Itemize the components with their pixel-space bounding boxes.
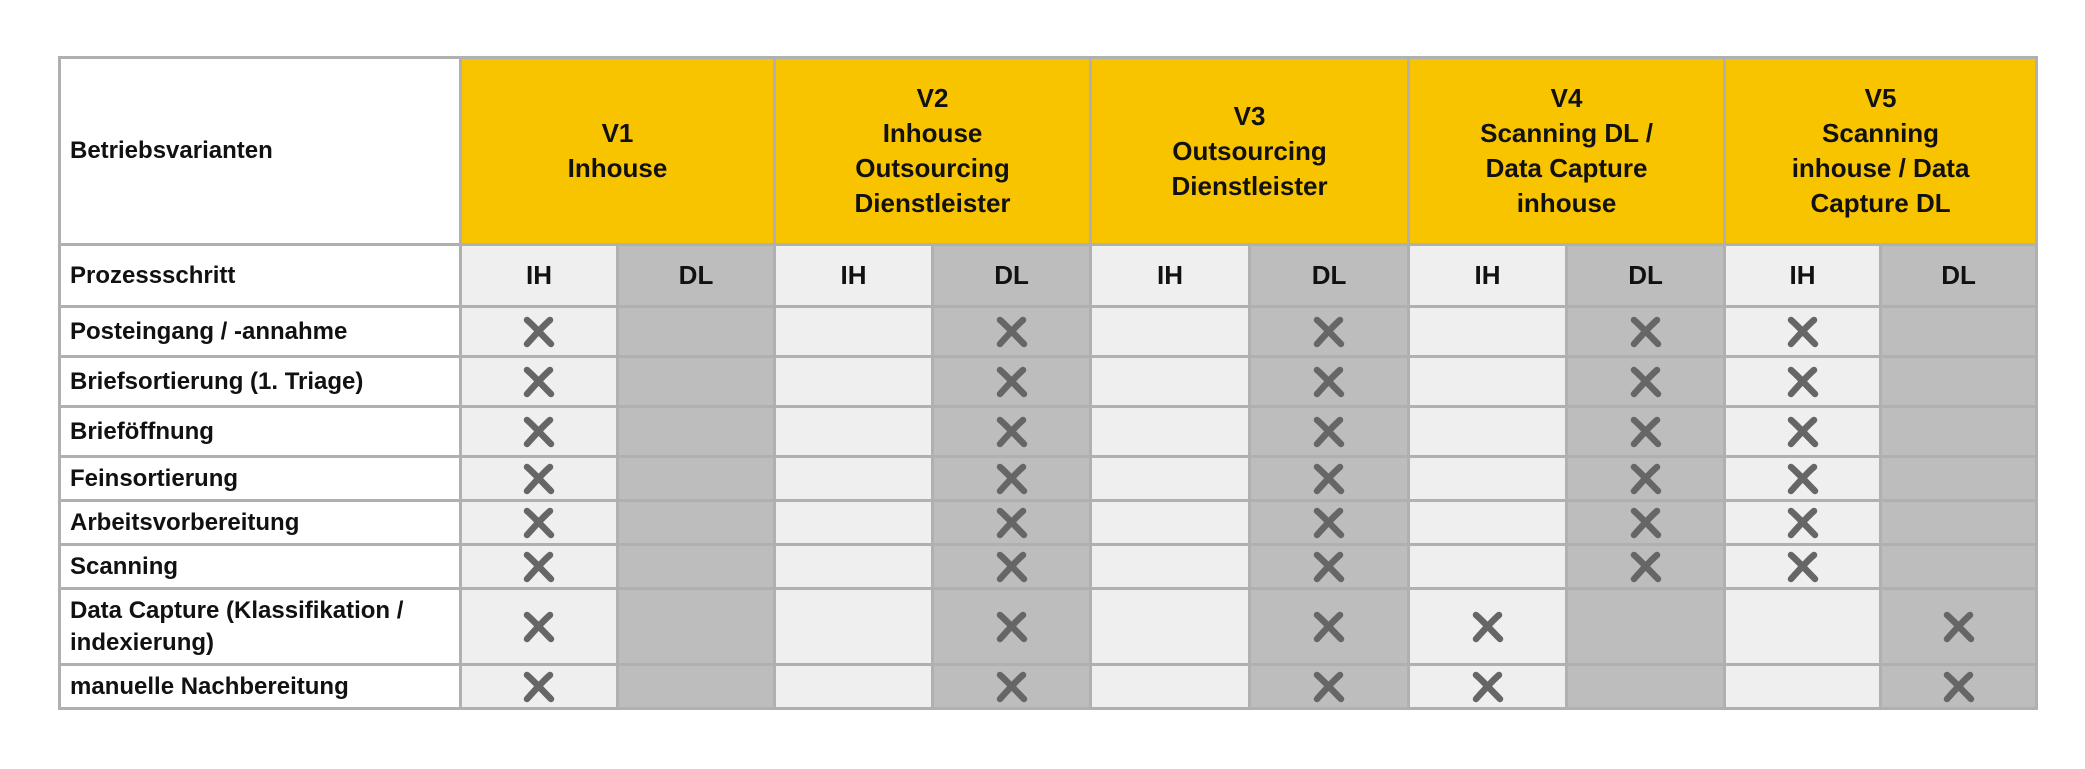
- process-step-name: Arbeitsvorbereitung: [60, 501, 461, 545]
- assignment-cell: [1881, 307, 2037, 357]
- assignment-cell: [618, 589, 775, 665]
- check-x-icon: [1786, 463, 1820, 495]
- check-x-icon: [522, 463, 556, 495]
- assignment-cell: [1725, 307, 1881, 357]
- assignment-cell: [1567, 407, 1725, 457]
- assignment-cell: [1250, 589, 1409, 665]
- check-x-icon: [1312, 507, 1346, 539]
- check-x-icon: [1786, 366, 1820, 398]
- assignment-cell: [1409, 665, 1567, 709]
- variant-header-v5: V5 Scanning inhouse / Data Capture DL: [1725, 58, 2037, 245]
- assignment-cell: [775, 589, 933, 665]
- assignment-cell: [1250, 307, 1409, 357]
- process-step-name: Brieföffnung: [60, 407, 461, 457]
- check-x-icon: [522, 507, 556, 539]
- process-row: [60, 407, 2037, 457]
- process-row: [60, 545, 2037, 589]
- assignment-cell: [933, 307, 1091, 357]
- process-row: [60, 457, 2037, 501]
- process-row: [60, 357, 2037, 407]
- check-x-icon: [522, 366, 556, 398]
- variant-header-v4: V4 Scanning DL / Data Capture inhouse: [1409, 58, 1725, 245]
- assignment-cell: [1725, 589, 1881, 665]
- assignment-cell: [618, 501, 775, 545]
- subheader-ih: IH: [1409, 245, 1567, 307]
- check-x-icon: [1786, 416, 1820, 448]
- assignment-cell: [618, 407, 775, 457]
- subheader-ih: IH: [1091, 245, 1250, 307]
- assignment-cell: [933, 457, 1091, 501]
- check-x-icon: [995, 416, 1029, 448]
- assignment-cell: [1567, 589, 1725, 665]
- assignment-cell: [1250, 501, 1409, 545]
- assignment-cell: [1881, 665, 2037, 709]
- assignment-cell: [618, 665, 775, 709]
- assignment-cell: [1250, 357, 1409, 407]
- assignment-cell: [618, 307, 775, 357]
- subheader-dl: DL: [1250, 245, 1409, 307]
- assignment-cell: [1567, 457, 1725, 501]
- variant-header-v3: V3 Outsourcing Dienstleister: [1091, 58, 1409, 245]
- process-row: [60, 665, 2037, 709]
- assignment-cell: [1250, 545, 1409, 589]
- assignment-cell: [1881, 407, 2037, 457]
- assignment-cell: [618, 545, 775, 589]
- assignment-cell: [1567, 501, 1725, 545]
- assignment-cell: [1881, 457, 2037, 501]
- check-x-icon: [1942, 611, 1976, 643]
- assignment-cell: [1409, 501, 1567, 545]
- assignment-cell: [461, 589, 618, 665]
- subheader-ih: IH: [775, 245, 933, 307]
- check-x-icon: [1471, 611, 1505, 643]
- subheader-dl: DL: [618, 245, 775, 307]
- check-x-icon: [1629, 551, 1663, 583]
- assignment-cell: [1091, 357, 1250, 407]
- assignment-cell: [1409, 357, 1567, 407]
- subheader-row: [60, 245, 2037, 307]
- assignment-cell: [1091, 501, 1250, 545]
- check-x-icon: [522, 416, 556, 448]
- subheader-dl: DL: [933, 245, 1091, 307]
- check-x-icon: [1786, 316, 1820, 348]
- check-x-icon: [522, 671, 556, 703]
- check-x-icon: [1629, 463, 1663, 495]
- assignment-cell: [461, 665, 618, 709]
- check-x-icon: [1312, 551, 1346, 583]
- process-step-name: manuelle Nachbereitung: [60, 665, 461, 709]
- assignment-cell: [933, 357, 1091, 407]
- subheader-dl: DL: [1567, 245, 1725, 307]
- assignment-cell: [1409, 407, 1567, 457]
- check-x-icon: [995, 551, 1029, 583]
- check-x-icon: [995, 316, 1029, 348]
- assignment-cell: [1091, 665, 1250, 709]
- check-x-icon: [1786, 507, 1820, 539]
- process-step-label: Prozessschritt: [60, 245, 461, 307]
- assignment-cell: [1567, 665, 1725, 709]
- assignment-cell: [618, 357, 775, 407]
- assignment-cell: [1409, 589, 1567, 665]
- corner-label: Betriebsvarianten: [60, 58, 461, 245]
- assignment-cell: [461, 545, 618, 589]
- process-step-name: Scanning: [60, 545, 461, 589]
- check-x-icon: [1629, 507, 1663, 539]
- assignment-cell: [775, 501, 933, 545]
- assignment-cell: [1091, 589, 1250, 665]
- check-x-icon: [995, 366, 1029, 398]
- assignment-cell: [1725, 407, 1881, 457]
- assignment-cell: [933, 407, 1091, 457]
- betriebsvarianten-table: [58, 56, 2038, 710]
- assignment-cell: [1409, 457, 1567, 501]
- assignment-cell: [1250, 665, 1409, 709]
- assignment-cell: [461, 357, 618, 407]
- assignment-cell: [1725, 357, 1881, 407]
- process-step-name: Posteingang / -annahme: [60, 307, 461, 357]
- assignment-cell: [1409, 307, 1567, 357]
- assignment-cell: [775, 357, 933, 407]
- check-x-icon: [1629, 366, 1663, 398]
- check-x-icon: [1786, 551, 1820, 583]
- assignment-cell: [1091, 307, 1250, 357]
- check-x-icon: [1312, 671, 1346, 703]
- assignment-cell: [1409, 545, 1567, 589]
- process-row: [60, 307, 2037, 357]
- variant-header-row: [60, 58, 2037, 245]
- check-x-icon: [1312, 416, 1346, 448]
- subheader-ih: IH: [1725, 245, 1881, 307]
- assignment-cell: [1725, 665, 1881, 709]
- check-x-icon: [995, 671, 1029, 703]
- check-x-icon: [1312, 316, 1346, 348]
- assignment-cell: [1881, 501, 2037, 545]
- assignment-cell: [1881, 357, 2037, 407]
- check-x-icon: [995, 463, 1029, 495]
- process-step-name: Briefsortierung (1. Triage): [60, 357, 461, 407]
- check-x-icon: [1942, 671, 1976, 703]
- assignment-cell: [1725, 457, 1881, 501]
- process-step-name: Feinsortierung: [60, 457, 461, 501]
- variant-header-v1: V1 Inhouse: [461, 58, 775, 245]
- check-x-icon: [522, 611, 556, 643]
- process-row: [60, 589, 2037, 665]
- subheader-ih: IH: [461, 245, 618, 307]
- check-x-icon: [1471, 671, 1505, 703]
- check-x-icon: [995, 611, 1029, 643]
- assignment-cell: [461, 457, 618, 501]
- assignment-cell: [933, 545, 1091, 589]
- assignment-cell: [1091, 545, 1250, 589]
- assignment-cell: [1250, 457, 1409, 501]
- subheader-dl: DL: [1881, 245, 2037, 307]
- assignment-cell: [1250, 407, 1409, 457]
- check-x-icon: [1312, 611, 1346, 643]
- assignment-cell: [1567, 357, 1725, 407]
- assignment-cell: [933, 589, 1091, 665]
- assignment-cell: [461, 407, 618, 457]
- assignment-cell: [933, 665, 1091, 709]
- assignment-cell: [775, 457, 933, 501]
- assignment-cell: [1725, 501, 1881, 545]
- assignment-cell: [775, 407, 933, 457]
- assignment-cell: [1567, 545, 1725, 589]
- assignment-cell: [1725, 545, 1881, 589]
- process-row: [60, 501, 2037, 545]
- check-x-icon: [1629, 416, 1663, 448]
- check-x-icon: [1629, 316, 1663, 348]
- check-x-icon: [522, 316, 556, 348]
- assignment-cell: [1881, 589, 2037, 665]
- process-step-name: Data Capture (Klassifikation / indexierung): [60, 589, 461, 665]
- check-x-icon: [1312, 366, 1346, 398]
- variant-header-v2: V2 Inhouse Outsourcing Dienstleister: [775, 58, 1091, 245]
- assignment-cell: [933, 501, 1091, 545]
- assignment-cell: [1091, 457, 1250, 501]
- assignment-cell: [461, 501, 618, 545]
- assignment-cell: [461, 307, 618, 357]
- assignment-cell: [1881, 545, 2037, 589]
- assignment-cell: [1567, 307, 1725, 357]
- assignment-cell: [775, 665, 933, 709]
- check-x-icon: [1312, 463, 1346, 495]
- check-x-icon: [522, 551, 556, 583]
- assignment-cell: [1091, 407, 1250, 457]
- assignment-cell: [775, 307, 933, 357]
- assignment-cell: [618, 457, 775, 501]
- check-x-icon: [995, 507, 1029, 539]
- assignment-cell: [775, 545, 933, 589]
